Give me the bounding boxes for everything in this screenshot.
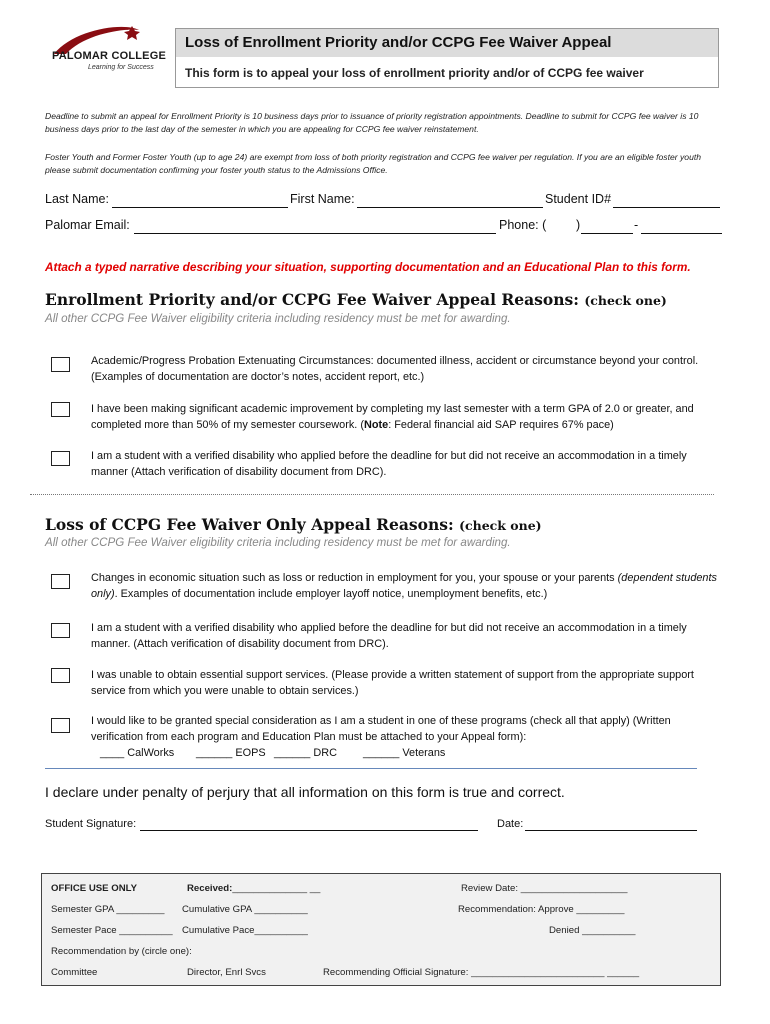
checkbox-disability-s1[interactable] bbox=[51, 451, 70, 466]
section1-subtitle: All other CCPG Fee Waiver eligibility criteria including residency must be met for awarding. bbox=[45, 312, 511, 325]
section-divider bbox=[30, 494, 714, 495]
college-name: PALOMAR COLLEGE bbox=[52, 50, 167, 62]
phone-label: Phone: ( bbox=[499, 218, 547, 232]
last-name-field[interactable] bbox=[112, 207, 288, 208]
foster-youth-note: Foster Youth and Former Foster Youth (up to age 24) are exempt from loss of both priority registration and CCPG fee waiver per regulation. If you are an eligible foster youth please submit documentation confirming your foster youth status to the Admissions Office. bbox=[45, 152, 702, 175]
option-academic-improvement: I have been making significant academic improvement by completing my last semester with a term GPA of 2.0 or greater, and completed more than 50% of my semester coursework. (Note: Federal financial aid SAP requires 67% pace) bbox=[91, 403, 694, 431]
date-label: Date: bbox=[497, 818, 524, 830]
checkbox-academic-probation[interactable] bbox=[51, 357, 70, 372]
program-eops[interactable]: ______ EOPS bbox=[196, 747, 266, 759]
section2-subtitle: All other CCPG Fee Waiver eligibility criteria including residency must be met for awarding. bbox=[45, 536, 511, 549]
option-disability-s1: I am a student with a verified disability who applied before the deadline for but did not receive an accommodation in a timely manner (Attach verification of disability document from DRC). bbox=[91, 450, 687, 478]
office-use-heading: OFFICE USE ONLY bbox=[51, 883, 138, 894]
student-id-field[interactable] bbox=[613, 207, 720, 208]
section2-title: Loss of CCPG Fee Waiver Only Appeal Reasons: (check one) bbox=[45, 515, 542, 534]
phone-paren: ) bbox=[576, 218, 581, 232]
semester-pace[interactable]: Semester Pace __________ bbox=[51, 925, 173, 936]
recommending-signature[interactable]: Recommending Official Signature: _________________________ ______ bbox=[323, 967, 640, 978]
signature-field[interactable] bbox=[140, 830, 478, 831]
date-field[interactable] bbox=[525, 830, 697, 831]
program-veterans[interactable]: ______ Veterans bbox=[363, 747, 446, 759]
phone-dash: - bbox=[634, 218, 639, 232]
program-calworks[interactable]: ____ CalWorks bbox=[100, 747, 175, 759]
email-label: Palomar Email: bbox=[45, 218, 130, 232]
student-id-label: Student ID# bbox=[545, 192, 612, 206]
checkbox-support-services[interactable] bbox=[51, 668, 70, 683]
option-academic-probation: Academic/Progress Probation Extenuating Circumstances: documented illness, accident or circumstance beyond your control. (Examples of documentation are doctor’s notes, accident report, etc.) bbox=[91, 355, 699, 383]
recommendation-by-label: Recommendation by (circle one): bbox=[51, 946, 192, 957]
option-special-consideration: I would like to be granted special consideration as I am a student in one of these programs (check all that apply) (Written verification from each program and Education Plan must be attached to your Appeal form): bbox=[91, 715, 671, 743]
deadline-note: Deadline to submit an appeal for Enrollment Priority is 10 business days prior to issuance of priority registration appointments. Deadline to submit for CCPG fee waiver is 10 business days prior to the last day of the semester in which you are appealing for CCPG fee waiver reinstatement. bbox=[45, 111, 699, 134]
semester-gpa[interactable]: Semester GPA _________ bbox=[51, 904, 165, 915]
checkbox-economic-change[interactable] bbox=[51, 574, 70, 589]
checkbox-academic-improvement[interactable] bbox=[51, 402, 70, 417]
email-field[interactable] bbox=[134, 233, 496, 234]
option-support-services: I was unable to obtain essential support services. (Please provide a written statement of support from the appropriate support service from which you were unable to obtain services.) bbox=[91, 669, 694, 697]
signature-label: Student Signature: bbox=[45, 818, 137, 830]
recommendation-approve[interactable]: Recommendation: Approve _________ bbox=[458, 904, 625, 915]
attach-notice: Attach a typed narrative describing your situation, supporting documentation and an Educational Plan to this form. bbox=[45, 260, 691, 274]
program-drc[interactable]: ______ DRC bbox=[274, 747, 337, 759]
recommendation-denied[interactable]: Denied __________ bbox=[549, 925, 636, 936]
checkbox-special-consideration[interactable] bbox=[51, 718, 70, 733]
last-name-label: Last Name: bbox=[45, 192, 109, 206]
director-option[interactable]: Director, Enrl Svcs bbox=[187, 967, 266, 978]
first-name-field[interactable] bbox=[357, 207, 543, 208]
checkbox-disability-s2[interactable] bbox=[51, 623, 70, 638]
cumulative-gpa[interactable]: Cumulative GPA __________ bbox=[182, 904, 308, 915]
phone-prefix-field[interactable] bbox=[581, 233, 633, 234]
first-name-label: First Name: bbox=[290, 192, 355, 206]
blue-divider bbox=[45, 768, 697, 769]
committee-option[interactable]: Committee bbox=[51, 967, 98, 978]
review-date[interactable]: Review Date: ____________________ bbox=[461, 883, 628, 894]
phone-number-field[interactable] bbox=[641, 233, 722, 234]
declaration-text: I declare under penalty of perjury that all information on this form is true and correct. bbox=[45, 784, 565, 800]
form-subtitle: This form is to appeal your loss of enrollment priority and/or of CCPG fee waiver bbox=[185, 66, 644, 80]
option-disability-s2: I am a student with a verified disability who applied before the deadline for but did not receive an accommodation in a timely manner. (Attach verification of disability document from DRC). bbox=[91, 622, 687, 650]
form-title: Loss of Enrollment Priority and/or CCPG Fee Waiver Appeal bbox=[185, 34, 612, 51]
cumulative-pace[interactable]: Cumulative Pace__________ bbox=[182, 925, 308, 936]
section1-title: Enrollment Priority and/or CCPG Fee Waiver Appeal Reasons: (check one) bbox=[45, 290, 667, 309]
college-tagline: Learning for Success bbox=[88, 64, 154, 71]
received-label: Received:______________ __ bbox=[187, 883, 321, 894]
option-economic-change: Changes in economic situation such as loss or reduction in employment for you, your spouse or your parents (dependent students only). Examples of documentation include employer layoff notice, unemployment benefits, etc.) bbox=[91, 572, 717, 600]
